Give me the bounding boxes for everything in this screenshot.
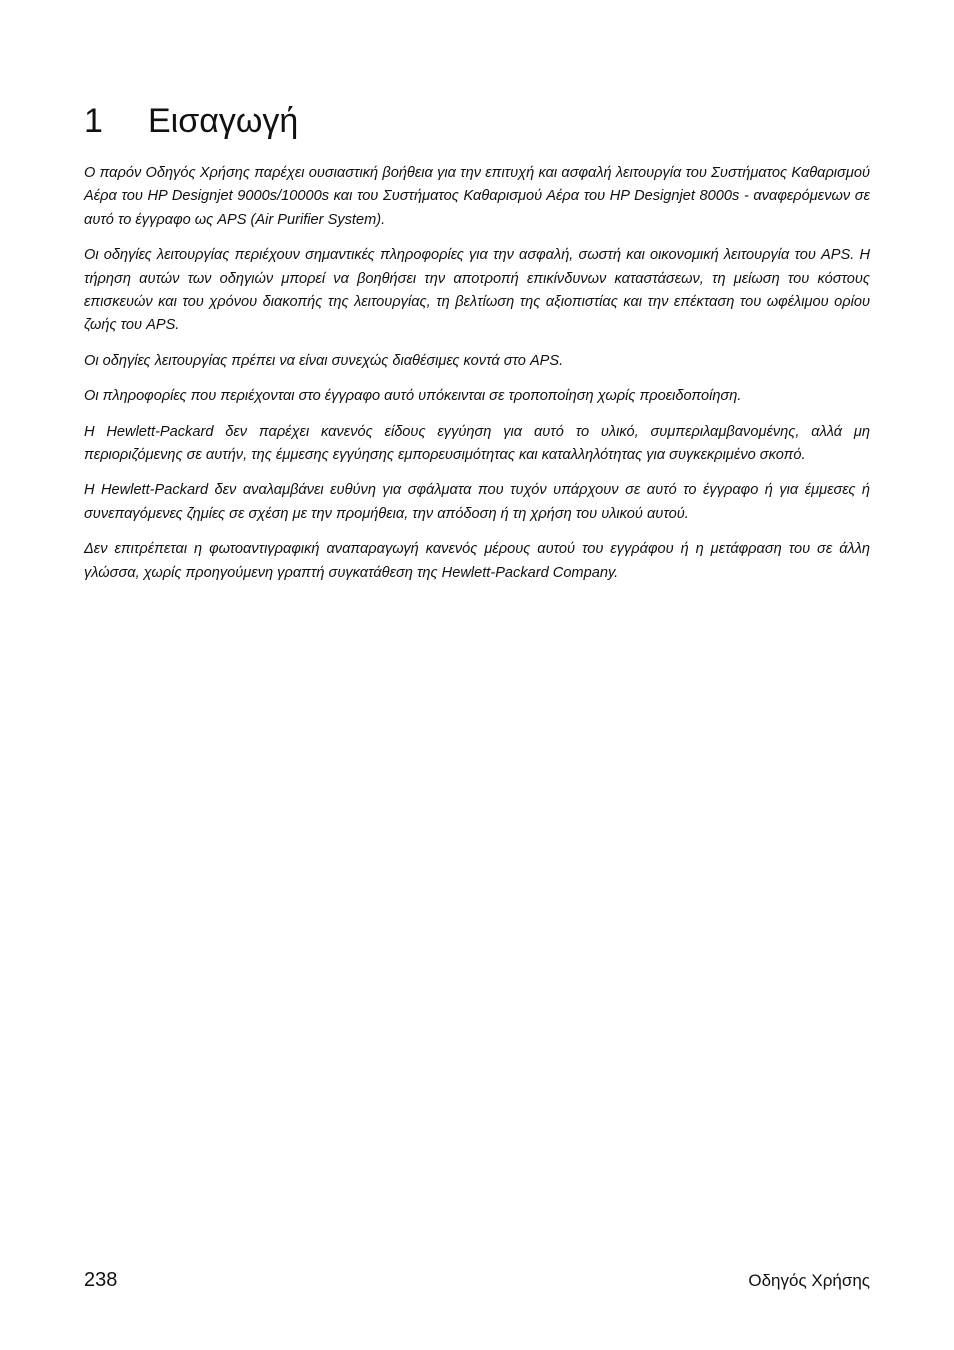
paragraph-change-notice: Οι πληροφορίες που περιέχονται στο έγγραφο αυτό υπόκεινται σε τροποποίηση χωρίς προειδοποίηση. bbox=[84, 388, 742, 405]
paragraph-copyright: Δεν επιτρέπεται η φωτοαντιγραφική αναπαραγωγή κανενός μέρους αυτού του εγγράφου ή η μετάφραση του σε άλλη γλώσσα, χωρίς προηγούμενη γραπτή συγκατάθεση της Hewlett-Packard Company. bbox=[84, 541, 870, 581]
paragraph-liability: Η Hewlett-Packard δεν αναλαμβάνει ευθύνη για σφάλματα που τυχόν υπάρχουν σε αυτό το έγγραφο ή για έμμεσες ή συνεπαγόμενες ζημίες σε σχέση με την προμήθεια, την απόδοση ή τη χρήση του υλικού αυτού. bbox=[84, 482, 870, 522]
chapter-title: Εισαγωγή bbox=[148, 102, 299, 140]
footer-document-title: Οδηγός Χρήσης bbox=[748, 1271, 870, 1290]
page-title bbox=[84, 104, 298, 138]
page-number: 238 bbox=[84, 1269, 118, 1291]
paragraph-operating-instructions: Οι οδηγίες λειτουργίας περιέχουν σημαντικές πληροφορίες για την ασφαλή, σωστή και οικονομική λειτουργία του APS. Η τήρηση αυτών των οδηγιών μπορεί να βοηθήσει την αποτροπή επικίνδυνων καταστάσεων, τη μείωση του κόστους επισκευών και του χρόνου διακοπής της λειτουργίας, τη βελτίωση της αξιοπιστίας και την επέκταση του ωφέλιμου ορίου ζωής του APS. bbox=[84, 247, 870, 334]
body-text bbox=[84, 162, 870, 597]
paragraph-intro: Ο παρόν Οδηγός Χρήσης παρέχει ουσιαστική βοήθεια για την επιτυχή και ασφαλή λειτουργία του Συστήματος Καθαρισμού Αέρα του HP Designjet 9000s/10000s και του Συστήματος Καθαρισμού Αέρα του HP Designjet 8000s - αναφερόμενων σε αυτό το έγγραφο ως APS (Air Purifier System). bbox=[84, 165, 870, 228]
paragraph-warranty: Η Hewlett-Packard δεν παρέχει κανενός είδους εγγύηση για αυτό το υλικό, συμπεριλαμβανομένης, αλλά μη περιοριζόμενης σε αυτήν, της έμμεσης εγγύησης εμπορευσιμότητας και καταλληλότητας για συγκεκριμένο σκοπό. bbox=[84, 423, 870, 464]
chapter-number: 1 bbox=[84, 102, 103, 140]
paragraph-availability: Οι οδηγίες λειτουργίας πρέπει να είναι συνεχώς διαθέσιμες κοντά στο APS. bbox=[84, 352, 564, 369]
